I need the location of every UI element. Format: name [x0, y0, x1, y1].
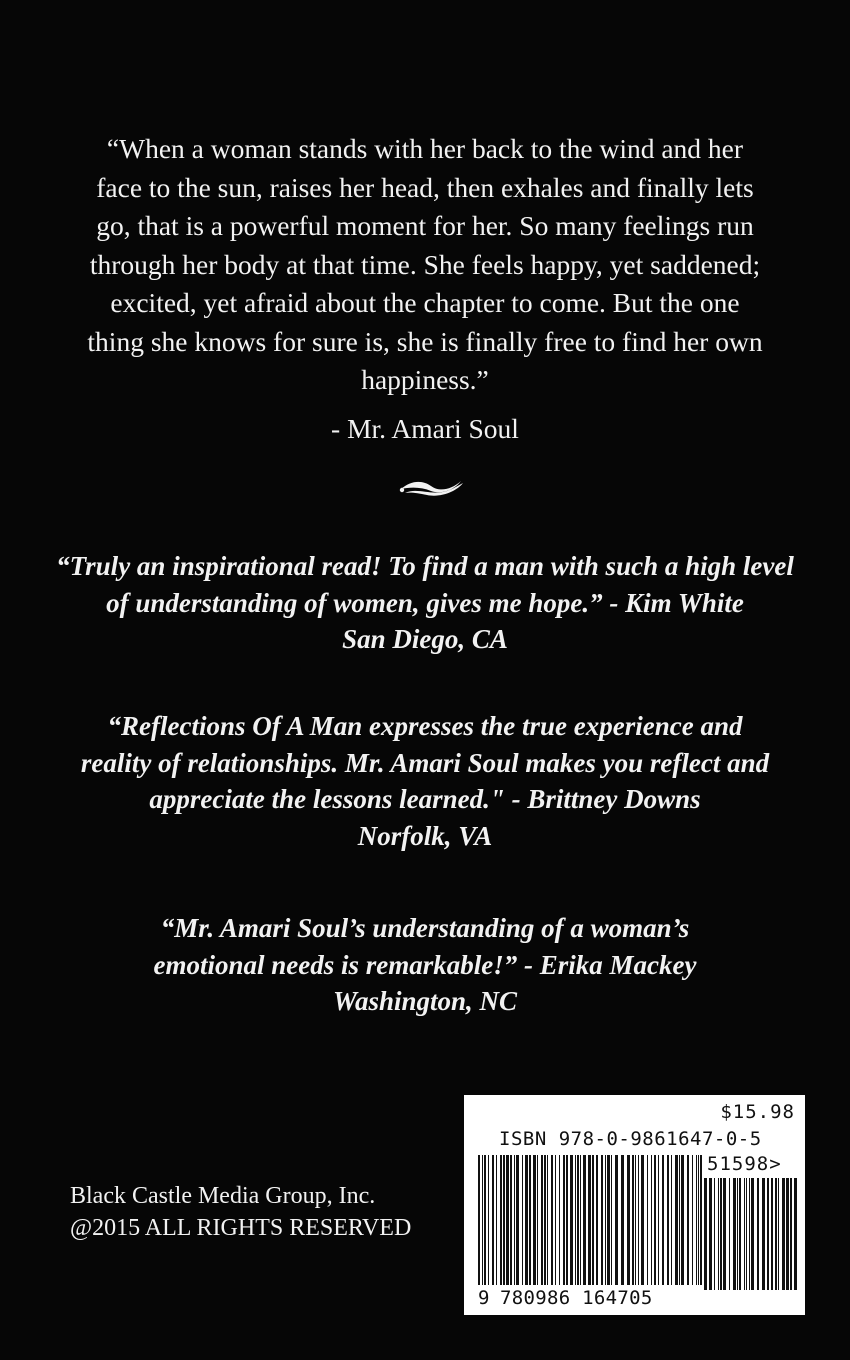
testimonial-location: Washington, NC [332, 986, 518, 1016]
ean-barcode-icon [478, 1155, 704, 1290]
main-quote [55, 130, 795, 448]
testimonial-line: “Mr. Amari Soul’s understanding of a woman’s [160, 913, 690, 943]
testimonial-line: emotional needs is remarkable!” - Erika Mackey [153, 949, 697, 980]
testimonial-location: San Diego, CA [342, 624, 508, 654]
main-quote-line: “When a woman stands with her back to the wind and her [106, 133, 744, 164]
isbn-label: ISBN 978-0-9861647-0-5 [499, 1128, 762, 1150]
main-quote-line: through her body at that time. She feels happy, yet saddened; [89, 248, 761, 280]
quote-attribution: - Mr. Amari Soul [331, 412, 519, 444]
ean-first-digit: 9 [478, 1287, 490, 1309]
testimonial-line: appreciate the lessons learned." - Brittney Downs [149, 784, 701, 814]
price-label: $15.98 [720, 1101, 795, 1123]
testimonial-kim-white [25, 548, 825, 658]
isbn-barcode-box [464, 1095, 805, 1315]
testimonial-line: of understanding of women, gives me hope.” - Kim White [106, 587, 744, 618]
ean-remaining-digits: 780986 164705 [500, 1287, 653, 1309]
publisher-info [70, 1180, 411, 1244]
main-quote-line: excited, yet afraid about the chapter to come. But the one [110, 287, 740, 318]
ean-digits [478, 1285, 704, 1313]
testimonial-line: “Reflections Of A Man expresses the true experience and [107, 711, 743, 741]
copyright-notice: @2015 ALL RIGHTS RESERVED [70, 1215, 412, 1241]
addon-barcode-icon [704, 1178, 800, 1290]
publisher-name: Black Castle Media Group, Inc. [70, 1183, 376, 1209]
testimonial-line: reality of relationships. Mr. Amari Soul makes you reflect and [80, 747, 770, 778]
main-quote-line: happiness.” [361, 364, 489, 395]
testimonial-brittney-downs [25, 708, 825, 854]
main-quote-line: thing she knows for sure is, she is finally free to find her own [87, 325, 763, 357]
main-quote-line: go, that is a powerful moment for her. So many feelings run [96, 210, 754, 241]
main-quote-line: face to the sun, raises her head, then exhales and finally lets [96, 171, 754, 203]
flourish-ornament-icon [397, 474, 467, 498]
testimonial-line: “Truly an inspirational read! To find a man with such a high level [56, 551, 794, 581]
testimonial-location: Norfolk, VA [357, 820, 493, 851]
testimonial-erika-mackey [25, 910, 825, 1020]
addon-price-code: 51598> [707, 1153, 782, 1175]
